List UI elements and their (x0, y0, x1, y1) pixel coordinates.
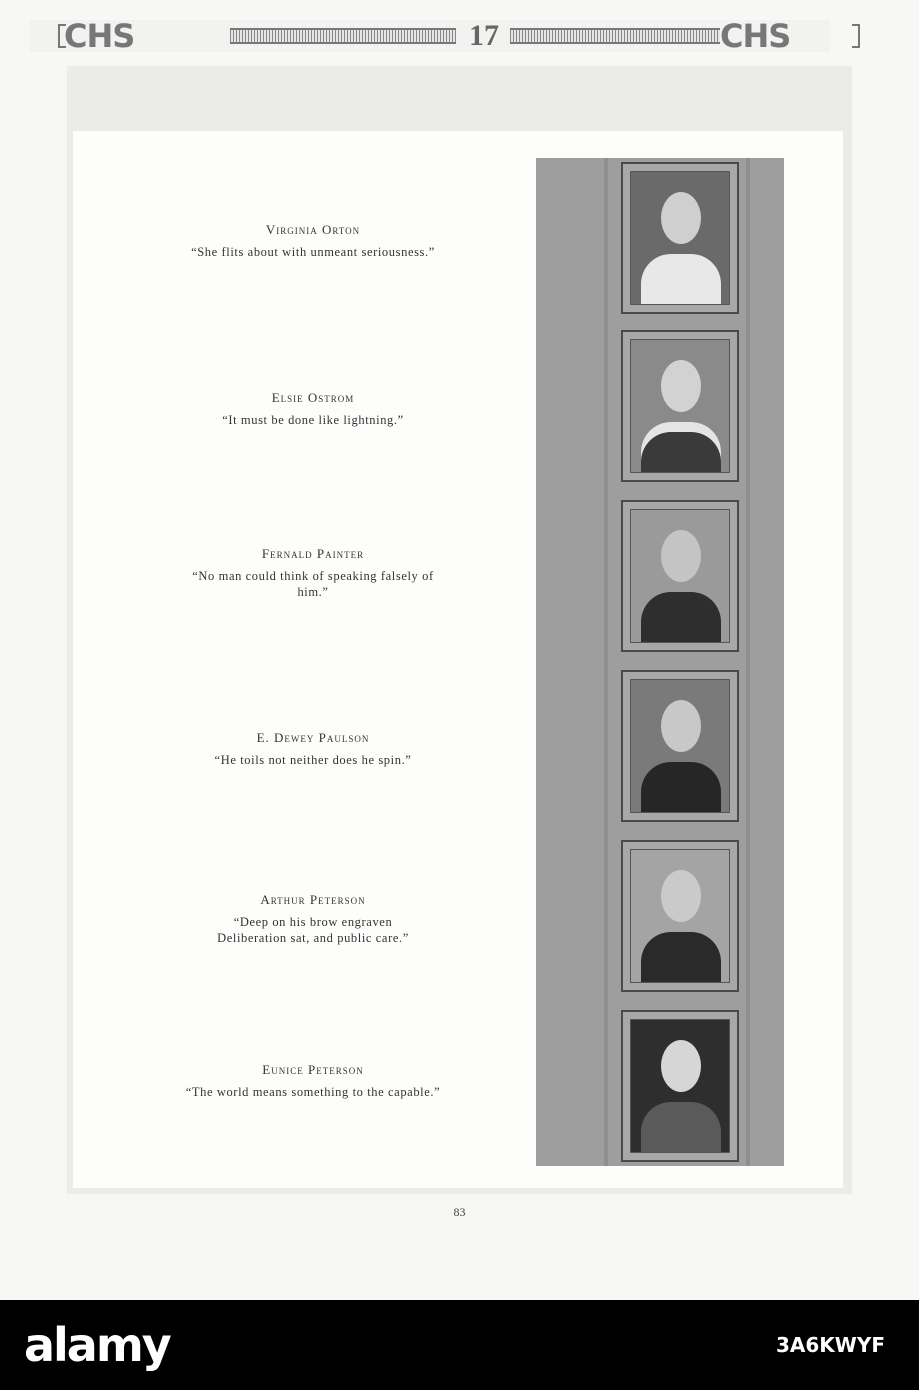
senior-quote-line: Deliberation sat, and public care.” (217, 931, 409, 945)
senior-name: Arthur Peterson (260, 892, 366, 907)
strip-rule-left (604, 158, 608, 1166)
header-left-logo: CHS (64, 17, 135, 55)
portrait-photo (621, 500, 739, 652)
senior-quote-line: “Deep on his brow engraven (233, 915, 393, 929)
portrait-strip (536, 158, 784, 1166)
senior-name: Eunice Peterson (262, 1062, 364, 1077)
watermark-image-id: 3A6KWYF (775, 1333, 885, 1357)
portrait-photo (621, 330, 739, 482)
watermark-banner (0, 1300, 919, 1390)
header-year: 17 (469, 19, 499, 52)
watermark-logo: alamy (24, 1318, 170, 1372)
senior-entry (130, 390, 496, 428)
senior-quote: “He toils not neither does he spin.” (214, 753, 412, 767)
portrait-photo (621, 840, 739, 992)
senior-entry (130, 892, 496, 946)
strip-rule-right (746, 158, 750, 1166)
senior-quote-line: “No man could think of speaking falsely of (192, 569, 434, 583)
senior-quote: “The world means something to the capable.” (185, 1085, 441, 1099)
senior-entry (130, 546, 496, 600)
portrait-photo (621, 162, 739, 314)
page-number: 83 (453, 1205, 466, 1219)
senior-entry (130, 730, 496, 768)
senior-entry (130, 1062, 496, 1100)
portrait-photo (621, 1010, 739, 1162)
senior-entry (130, 222, 496, 260)
header-right-logo: CHS (720, 17, 791, 55)
senior-name: Virginia Orton (265, 222, 361, 237)
header-right-ornament-bar (510, 28, 720, 44)
senior-quote: “It must be done like lightning.” (222, 413, 404, 427)
page-header-banner (30, 17, 830, 55)
senior-name: E. Dewey Paulson (256, 730, 370, 745)
portrait-photo (621, 670, 739, 822)
header-left-ornament-bar (230, 28, 456, 44)
senior-quote: “She flits about with unmeant seriousness.” (191, 245, 435, 259)
senior-name: Fernald Painter (261, 546, 365, 561)
senior-name: Elsie Ostrom (271, 390, 355, 405)
senior-quote-line: him.” (297, 585, 329, 599)
header-right-bracket (852, 24, 860, 48)
